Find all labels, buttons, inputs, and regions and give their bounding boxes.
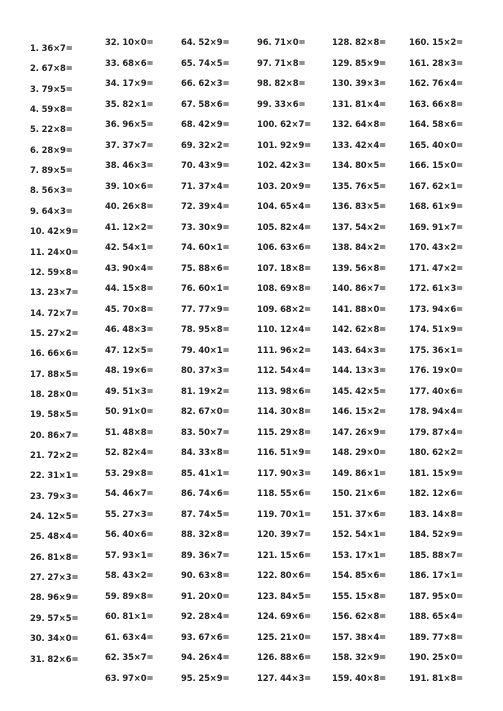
problem-item: 152. 54×1= <box>332 529 387 539</box>
problem-item: 142. 62×8= <box>332 324 387 334</box>
problem-item: 5. 22×8= <box>30 124 73 135</box>
problem-item: 129. 85×9= <box>332 57 387 68</box>
problem-item: 172. 61×3= <box>409 283 464 293</box>
problem-item: 170. 43×2= <box>409 242 464 252</box>
problem-item: 136. 83×5= <box>332 201 387 211</box>
problem-item: 165. 40×0= <box>409 139 464 150</box>
problem-item: 111. 96×2= <box>257 344 312 355</box>
problem-item: 162. 76×4= <box>409 78 464 88</box>
problem-item: 64. 52×9= <box>181 37 230 47</box>
problem-item: 19. 58×5= <box>30 409 79 420</box>
problem-item: 113. 98×6= <box>257 385 312 396</box>
problem-item: 96. 71×0= <box>257 37 306 47</box>
problem-item: 1. 36×7= <box>30 43 73 53</box>
problem-item: 74. 60×1= <box>181 242 230 252</box>
problem-item: 118. 55×6= <box>257 488 312 498</box>
problem-item: 92. 28×4= <box>181 611 230 621</box>
problem-item: 90. 63×8= <box>181 570 230 580</box>
problem-item: 84. 33×8= <box>181 447 230 457</box>
problem-item: 20. 86×7= <box>30 429 79 440</box>
problem-item: 120. 39×7= <box>257 529 312 539</box>
problem-item: 105. 82×4= <box>257 221 312 232</box>
problem-item: 77. 77×9= <box>181 303 230 314</box>
problem-item: 9. 64×3= <box>30 205 73 216</box>
problem-item: 130. 39×3= <box>332 78 387 88</box>
problem-item: 156. 62×8= <box>332 611 387 621</box>
problem-item: 16. 66×6= <box>30 348 79 359</box>
problem-item: 153. 17×1= <box>332 549 387 560</box>
problem-item: 112. 54×4= <box>257 365 312 375</box>
problem-item: 186. 17×1= <box>409 570 464 580</box>
problem-item: 37. 37×7= <box>105 139 154 150</box>
problem-item: 13. 23×7= <box>30 287 79 298</box>
problem-item: 103. 20×9= <box>257 180 312 191</box>
problem-item: 30. 34×0= <box>30 633 79 644</box>
problem-item: 72. 39×4= <box>181 201 230 211</box>
problem-item: 139. 56×8= <box>332 262 387 273</box>
problem-item: 166. 15×0= <box>409 160 464 170</box>
problem-item: 31. 82×6= <box>30 653 79 664</box>
problem-item: 182. 12×6= <box>409 488 464 498</box>
problem-item: 4. 59×8= <box>30 104 73 115</box>
problem-item: 171. 47×2= <box>409 262 464 273</box>
problem-item: 147. 26×9= <box>332 426 387 437</box>
problem-item: 44. 15×8= <box>105 283 154 293</box>
problem-item: 50. 91×0= <box>105 406 154 416</box>
problem-item: 41. 12×2= <box>105 221 154 232</box>
problem-item: 116. 51×9= <box>257 447 312 457</box>
problem-item: 82. 67×0= <box>181 406 230 416</box>
problem-item: 135. 76×5= <box>332 180 387 191</box>
problem-item: 57. 93×1= <box>105 549 154 560</box>
problem-item: 106. 63×6= <box>257 242 312 252</box>
problem-item: 54. 46×7= <box>105 488 154 498</box>
problem-item: 160. 15×2= <box>409 37 464 47</box>
problem-item: 177. 40×6= <box>409 385 464 396</box>
problem-item: 157. 38×4= <box>332 631 387 642</box>
problem-item: 176. 19×0= <box>409 365 464 375</box>
problem-item: 23. 79×3= <box>30 490 79 501</box>
problem-item: 128. 82×8= <box>332 37 387 47</box>
problem-item: 101. 92×9= <box>257 139 312 150</box>
problem-item: 10. 42×9= <box>30 226 79 237</box>
problem-item: 85. 41×1= <box>181 467 230 478</box>
problem-item: 95. 25×9= <box>181 672 230 683</box>
problem-item: 110. 12×4= <box>257 324 312 334</box>
problem-item: 45. 70×8= <box>105 303 154 314</box>
problem-item: 175. 36×1= <box>409 344 464 355</box>
problem-item: 15. 27×2= <box>30 327 79 338</box>
problem-item: 43. 90×4= <box>105 262 154 273</box>
problem-item: 49. 51×3= <box>105 385 154 396</box>
problem-item: 83. 50×7= <box>181 426 230 437</box>
problem-item: 167. 62×1= <box>409 180 464 191</box>
problem-item: 29. 57×5= <box>30 612 79 623</box>
problem-item: 70. 43×9= <box>181 160 230 170</box>
problem-item: 169. 91×7= <box>409 221 464 232</box>
problem-item: 3. 79×5= <box>30 83 73 94</box>
problem-item: 107. 18×8= <box>257 262 312 273</box>
problem-item: 76. 60×1= <box>181 283 230 293</box>
problem-item: 6. 28×9= <box>30 144 73 155</box>
problem-item: 131. 81×4= <box>332 98 387 109</box>
problem-item: 75. 88×6= <box>181 262 230 273</box>
problem-item: 2. 67×8= <box>30 63 73 74</box>
problem-item: 145. 42×5= <box>332 385 387 396</box>
problem-item: 173. 94×6= <box>409 303 464 314</box>
problem-item: 22. 31×1= <box>30 470 79 481</box>
problem-item: 143. 64×3= <box>332 344 387 355</box>
problem-item: 55. 27×3= <box>105 508 154 519</box>
problem-item: 184. 52×9= <box>409 529 464 539</box>
problem-item: 122. 80×6= <box>257 570 312 580</box>
problem-item: 58. 43×2= <box>105 570 154 580</box>
problem-item: 78. 95×8= <box>181 324 230 334</box>
problem-item: 36. 96×5= <box>105 119 154 129</box>
problem-item: 93. 67×6= <box>181 631 230 642</box>
problem-item: 164. 58×6= <box>409 119 464 129</box>
problem-item: 114. 30×8= <box>257 406 312 416</box>
problem-item: 51. 48×8= <box>105 426 154 437</box>
problem-item: 140. 86×7= <box>332 283 387 293</box>
problem-item: 60. 81×1= <box>105 611 154 621</box>
problem-item: 79. 40×1= <box>181 344 230 355</box>
problem-item: 14. 72×7= <box>30 307 79 318</box>
problem-item: 24. 12×5= <box>30 511 79 522</box>
problem-item: 17. 88×5= <box>30 368 79 379</box>
problem-item: 21. 72×2= <box>30 450 79 460</box>
problem-item: 159. 40×8= <box>332 672 387 683</box>
problem-item: 89. 36×7= <box>181 549 230 560</box>
problem-item: 149. 86×1= <box>332 467 387 478</box>
problem-item: 144. 13×3= <box>332 365 387 375</box>
problem-item: 108. 69×8= <box>257 283 312 293</box>
problem-item: 97. 71×8= <box>257 57 306 68</box>
problem-item: 125. 21×0= <box>257 631 312 642</box>
problem-item: 34. 17×9= <box>105 78 154 88</box>
problem-item: 69. 32×2= <box>181 139 230 150</box>
problem-item: 109. 68×2= <box>257 303 312 314</box>
problem-item: 185. 88×7= <box>409 549 464 560</box>
problem-item: 183. 14×8= <box>409 508 464 519</box>
problem-item: 61. 63×4= <box>105 631 154 642</box>
problem-item: 99. 33×6= <box>257 98 306 109</box>
problem-item: 124. 69×6= <box>257 611 312 621</box>
problem-item: 8. 56×3= <box>30 185 73 196</box>
problem-item: 59. 89×8= <box>105 590 154 601</box>
problem-item: 138. 84×2= <box>332 242 387 252</box>
problem-item: 53. 29×8= <box>105 467 154 478</box>
problem-item: 146. 15×2= <box>332 406 387 416</box>
problem-item: 189. 77×8= <box>409 631 464 642</box>
problem-item: 151. 37×6= <box>332 508 387 519</box>
problem-item: 123. 84×5= <box>257 590 312 601</box>
problem-item: 48. 19×6= <box>105 365 154 375</box>
problem-item: 35. 82×1= <box>105 98 154 109</box>
problem-item: 155. 15×8= <box>332 590 387 601</box>
problem-item: 32. 10×0= <box>105 37 154 47</box>
problem-item: 88. 32×8= <box>181 529 230 539</box>
problem-item: 126. 88×6= <box>257 652 312 662</box>
problem-item: 87. 74×5= <box>181 508 230 519</box>
problem-item: 62. 35×7= <box>105 652 154 662</box>
problem-item: 56. 40×6= <box>105 529 154 539</box>
problem-item: 134. 80×5= <box>332 160 387 170</box>
problem-item: 179. 87×4= <box>409 426 464 437</box>
problem-item: 191. 81×8= <box>409 672 464 683</box>
problem-item: 66. 62×3= <box>181 78 230 88</box>
problem-item: 67. 58×6= <box>181 98 230 109</box>
problem-item: 148. 29×0= <box>332 447 387 457</box>
problem-item: 180. 62×2= <box>409 447 464 457</box>
problem-item: 33. 68×6= <box>105 57 154 68</box>
problem-item: 28. 96×9= <box>30 592 79 603</box>
problem-item: 178. 94×4= <box>409 406 464 416</box>
problem-item: 127. 44×3= <box>257 672 312 683</box>
problem-item: 133. 42×4= <box>332 139 387 150</box>
problem-item: 65. 74×5= <box>181 57 230 68</box>
problem-item: 100. 62×7= <box>257 119 312 129</box>
problem-item: 150. 21×6= <box>332 488 387 498</box>
problem-item: 7. 89×5= <box>30 165 73 176</box>
problem-item: 190. 25×0= <box>409 652 464 662</box>
problem-item: 104. 65×4= <box>257 201 312 211</box>
problem-item: 73. 30×9= <box>181 221 230 232</box>
problem-item: 121. 15×6= <box>257 549 312 560</box>
problem-item: 174. 51×9= <box>409 324 464 334</box>
problem-item: 187. 95×0= <box>409 590 464 601</box>
problem-item: 168. 61×9= <box>409 201 464 211</box>
problem-item: 71. 37×4= <box>181 180 230 191</box>
problem-item: 154. 85×6= <box>332 570 387 580</box>
problem-item: 38. 46×3= <box>105 160 154 170</box>
problem-item: 46. 48×3= <box>105 324 154 334</box>
problem-item: 63. 97×0= <box>105 672 154 683</box>
problem-item: 98. 82×8= <box>257 78 306 88</box>
problem-item: 81. 19×2= <box>181 385 230 396</box>
problem-item: 181. 15×9= <box>409 467 464 478</box>
problem-item: 26. 81×8= <box>30 551 79 562</box>
problem-item: 80. 37×3= <box>181 365 230 375</box>
problem-item: 40. 26×8= <box>105 201 154 211</box>
problem-item: 141. 88×0= <box>332 303 387 314</box>
problem-item: 163. 66×8= <box>409 98 464 109</box>
problem-item: 117. 90×3= <box>257 467 312 478</box>
problem-item: 102. 42×3= <box>257 160 312 170</box>
problem-item: 27. 27×3= <box>30 572 79 583</box>
problem-item: 86. 74×6= <box>181 488 230 498</box>
problem-item: 137. 54×2= <box>332 221 387 232</box>
problem-item: 188. 65×4= <box>409 611 464 621</box>
problem-item: 12. 59×8= <box>30 266 79 277</box>
problem-item: 18. 28×0= <box>30 388 79 399</box>
problem-item: 42. 54×1= <box>105 242 154 252</box>
problem-item: 158. 32×9= <box>332 652 387 662</box>
problem-item: 119. 70×1= <box>257 508 312 519</box>
problem-item: 115. 29×8= <box>257 426 312 437</box>
problem-item: 52. 82×4= <box>105 447 154 457</box>
problem-item: 68. 42×9= <box>181 119 230 129</box>
problem-item: 25. 48×4= <box>30 531 79 542</box>
problem-item: 11. 24×0= <box>30 246 79 257</box>
problem-item: 161. 28×3= <box>409 57 464 68</box>
problem-item: 132. 64×8= <box>332 119 387 129</box>
problem-item: 47. 12×5= <box>105 344 154 355</box>
problem-item: 39. 10×6= <box>105 180 154 191</box>
problem-item: 91. 20×0= <box>181 590 230 601</box>
problem-item: 94. 26×4= <box>181 652 230 662</box>
